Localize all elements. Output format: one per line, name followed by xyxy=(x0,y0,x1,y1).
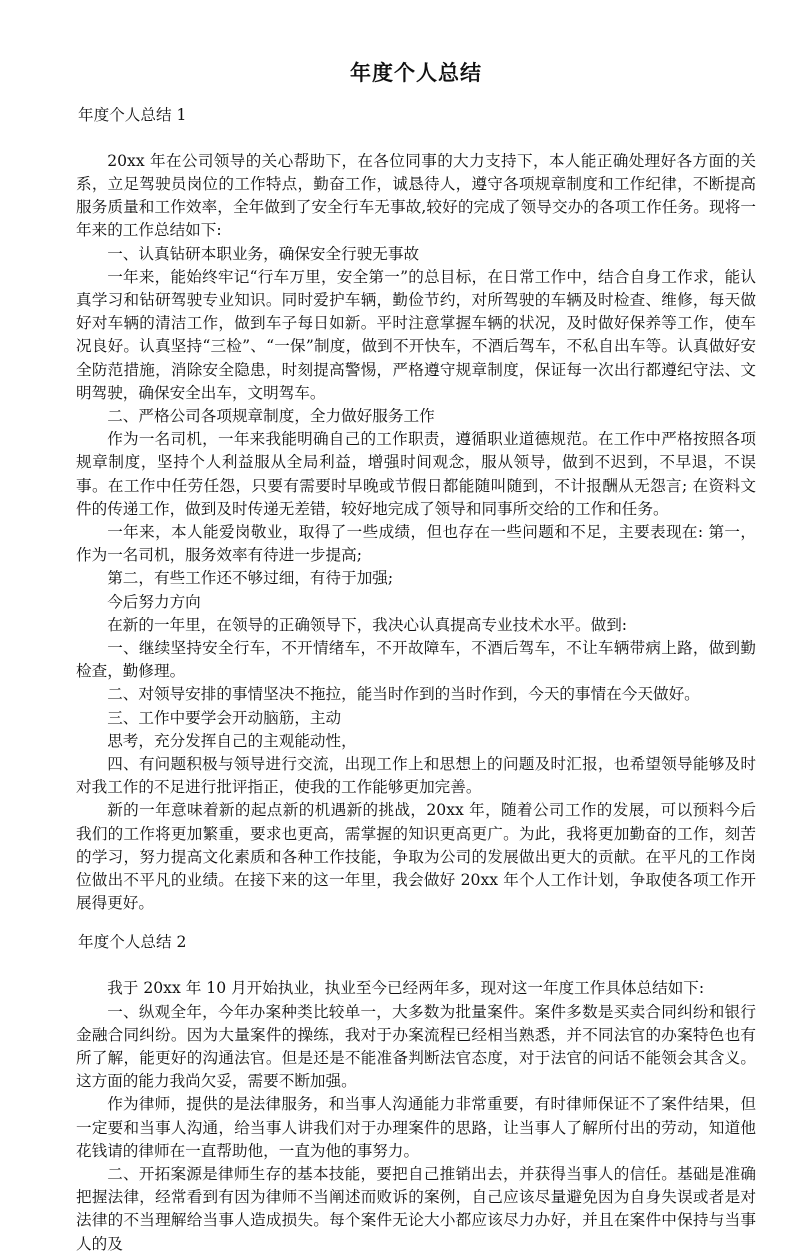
document-title: 年度个人总结 xyxy=(350,60,482,85)
s1-paragraph-6: 一年来，本人能爱岗敬业，取得了一些成绩，但也存在一些问题和不足，主要表现在: 第一，作为一名司机，服务效率有待进一步提高; xyxy=(76,523,756,565)
s1-paragraph-7: 第二，有些工作还不够过细，有待于加强; xyxy=(107,569,394,588)
blank-line xyxy=(76,954,756,977)
s1-paragraph-15: 新的一年意味着新的起点新的机遇新的挑战，20xx 年，随着公司工作的发展，可以预料今后我们的工作将更加繁重，要求也更高，需掌握的知识更高更广。为此，我将更加勤奋的工作，刻苦的学习，努力提高文化素质和各种工作技能，争取为公司的发展做出更大的贡献。在平凡的工作岗位做出不平凡的业绩。在接下来的这一年里，我会做好 20xx 年个人工作计划，争取使各项工作开展得更好。 xyxy=(76,801,756,913)
s1-paragraph-13: 思考，充分发挥自己的主观能动性， xyxy=(107,731,357,750)
section-1-heading: 年度个人总结 1 xyxy=(78,105,187,124)
s2-paragraph-2: 一、纵观全年，今年办案种类比较单一，大多数为批量案件。案件多数是买卖合同纠纷和银行金融合同纠纷。因为大量案件的操练，我对于办案流程已经相当熟悉，并不同法官的办案特色也有所了解，能更好的沟通法官。但是还是不能准备判断法官态度，对于法官的问话不能领会其含义。这方面的能力我尚欠妥，需要不断加强。 xyxy=(76,1002,756,1091)
s1-paragraph-2: 一、认真钻研本职业务，确保安全行驶无事故 xyxy=(107,244,420,263)
s1-paragraph-4: 二、严格公司各项规章制度，全力做好服务工作 xyxy=(107,407,435,426)
s2-paragraph-1: 我于 20xx 年 10 月开始执业，执业至今已经两年多，现对这一年度工作具体总结如下: xyxy=(107,979,705,998)
s1-paragraph-11: 二、对领导安排的事情坚决不拖拉，能当时作到的当时作到，今天的事情在今天做好。 xyxy=(107,685,700,704)
section-2-heading: 年度个人总结 2 xyxy=(78,933,187,952)
s1-paragraph-12: 三、工作中要学会开动脑筋，主动 xyxy=(107,708,342,727)
s2-paragraph-4: 二、开拓案源是律师生存的基本技能，要把自己推销出去，并获得当事人的信任。基础是准确把握法律，经常看到有因为律师不当阐述而败诉的案例，自己应该尽量避免因为自身失误或者是对法律的不当理解给当事人造成损失。每个案件无论大小都应该尽力办好，并且在案件中保持与当事人的及 xyxy=(76,1164,756,1253)
s1-paragraph-8: 今后努力方向 xyxy=(107,592,201,611)
s1-paragraph-1: 20xx 年在公司领导的关心帮助下，在各位同事的大力支持下，本人能正确处理好各方面的关系，立足驾驶员岗位的工作特点，勤奋工作，诚恳待人，遵守各项规章制度和工作纪律，不断提高服务质量和工作效率，全年做到了安全行车无事故,较好的完成了领导交办的各项工作任务。现将一年来的工作总结如下: xyxy=(76,151,756,240)
blank-line xyxy=(76,127,756,150)
s1-paragraph-9: 在新的一年里，在领导的正确领导下，我决心认真提高专业技术水平。做到: xyxy=(107,615,628,634)
s1-paragraph-5: 作为一名司机，一年来我能明确自己的工作职责，遵循职业道德规范。在工作中严格按照各项规章制度，坚持个人利益服从全局利益，增强时间观念，服从领导，做到不迟到，不早退，不误事。在工作中任劳任怨，只要有需要时早晚或节假日都能随叫随到，不计报酬从无怨言; 在资料文件的传递工作，做到及时传递无差错，较好地完成了领导和同事所交给的工作和任务。 xyxy=(76,430,756,518)
s1-paragraph-3: 一年来，能始终牢记“行车万里，安全第一”的总目标，在日常工作中，结合自身工作求，能认真学习和钻研驾驶专业知识。同时爱护车辆，勤俭节约，对所驾驶的车辆及时检查、维修，每天做好对车辆的清洁工作，做到车子每日如新。平时注意掌握车辆的状况，及时做好保养等工作，使车况良好。认真坚持“三检”、“一保”制度，做到不开快车，不酒后驾车，不私自出车等。认真做好安全防范措施，消除安全隐患，时刻提高警惕，严格遵守规章制度，保证每一次出行都遵纪守法、文明驾驶，确保安全出车，文明驾车。 xyxy=(76,267,756,402)
s1-paragraph-10: 一、继续坚持安全行车，不开情绪车，不开故障车，不酒后驾车，不让车辆带病上路，做到勤检查，勤修理。 xyxy=(76,639,756,681)
s1-paragraph-14: 四、有问题积极与领导进行交流，出现工作上和思想上的问题及时汇报，也希望领导能够及时对我工作的不足进行批评指正，使我的工作能够更加完善。 xyxy=(76,755,756,797)
s2-paragraph-3: 作为律师，提供的是法律服务，和当事人沟通能力非常重要，有时律师保证不了案件结果，但一定要和当事人沟通，给当事人讲我们对于办理案件的思路，让当事人了解所付出的劳动，知道他花钱请的律师在一直帮助他，一直为他的事努力。 xyxy=(76,1095,756,1160)
